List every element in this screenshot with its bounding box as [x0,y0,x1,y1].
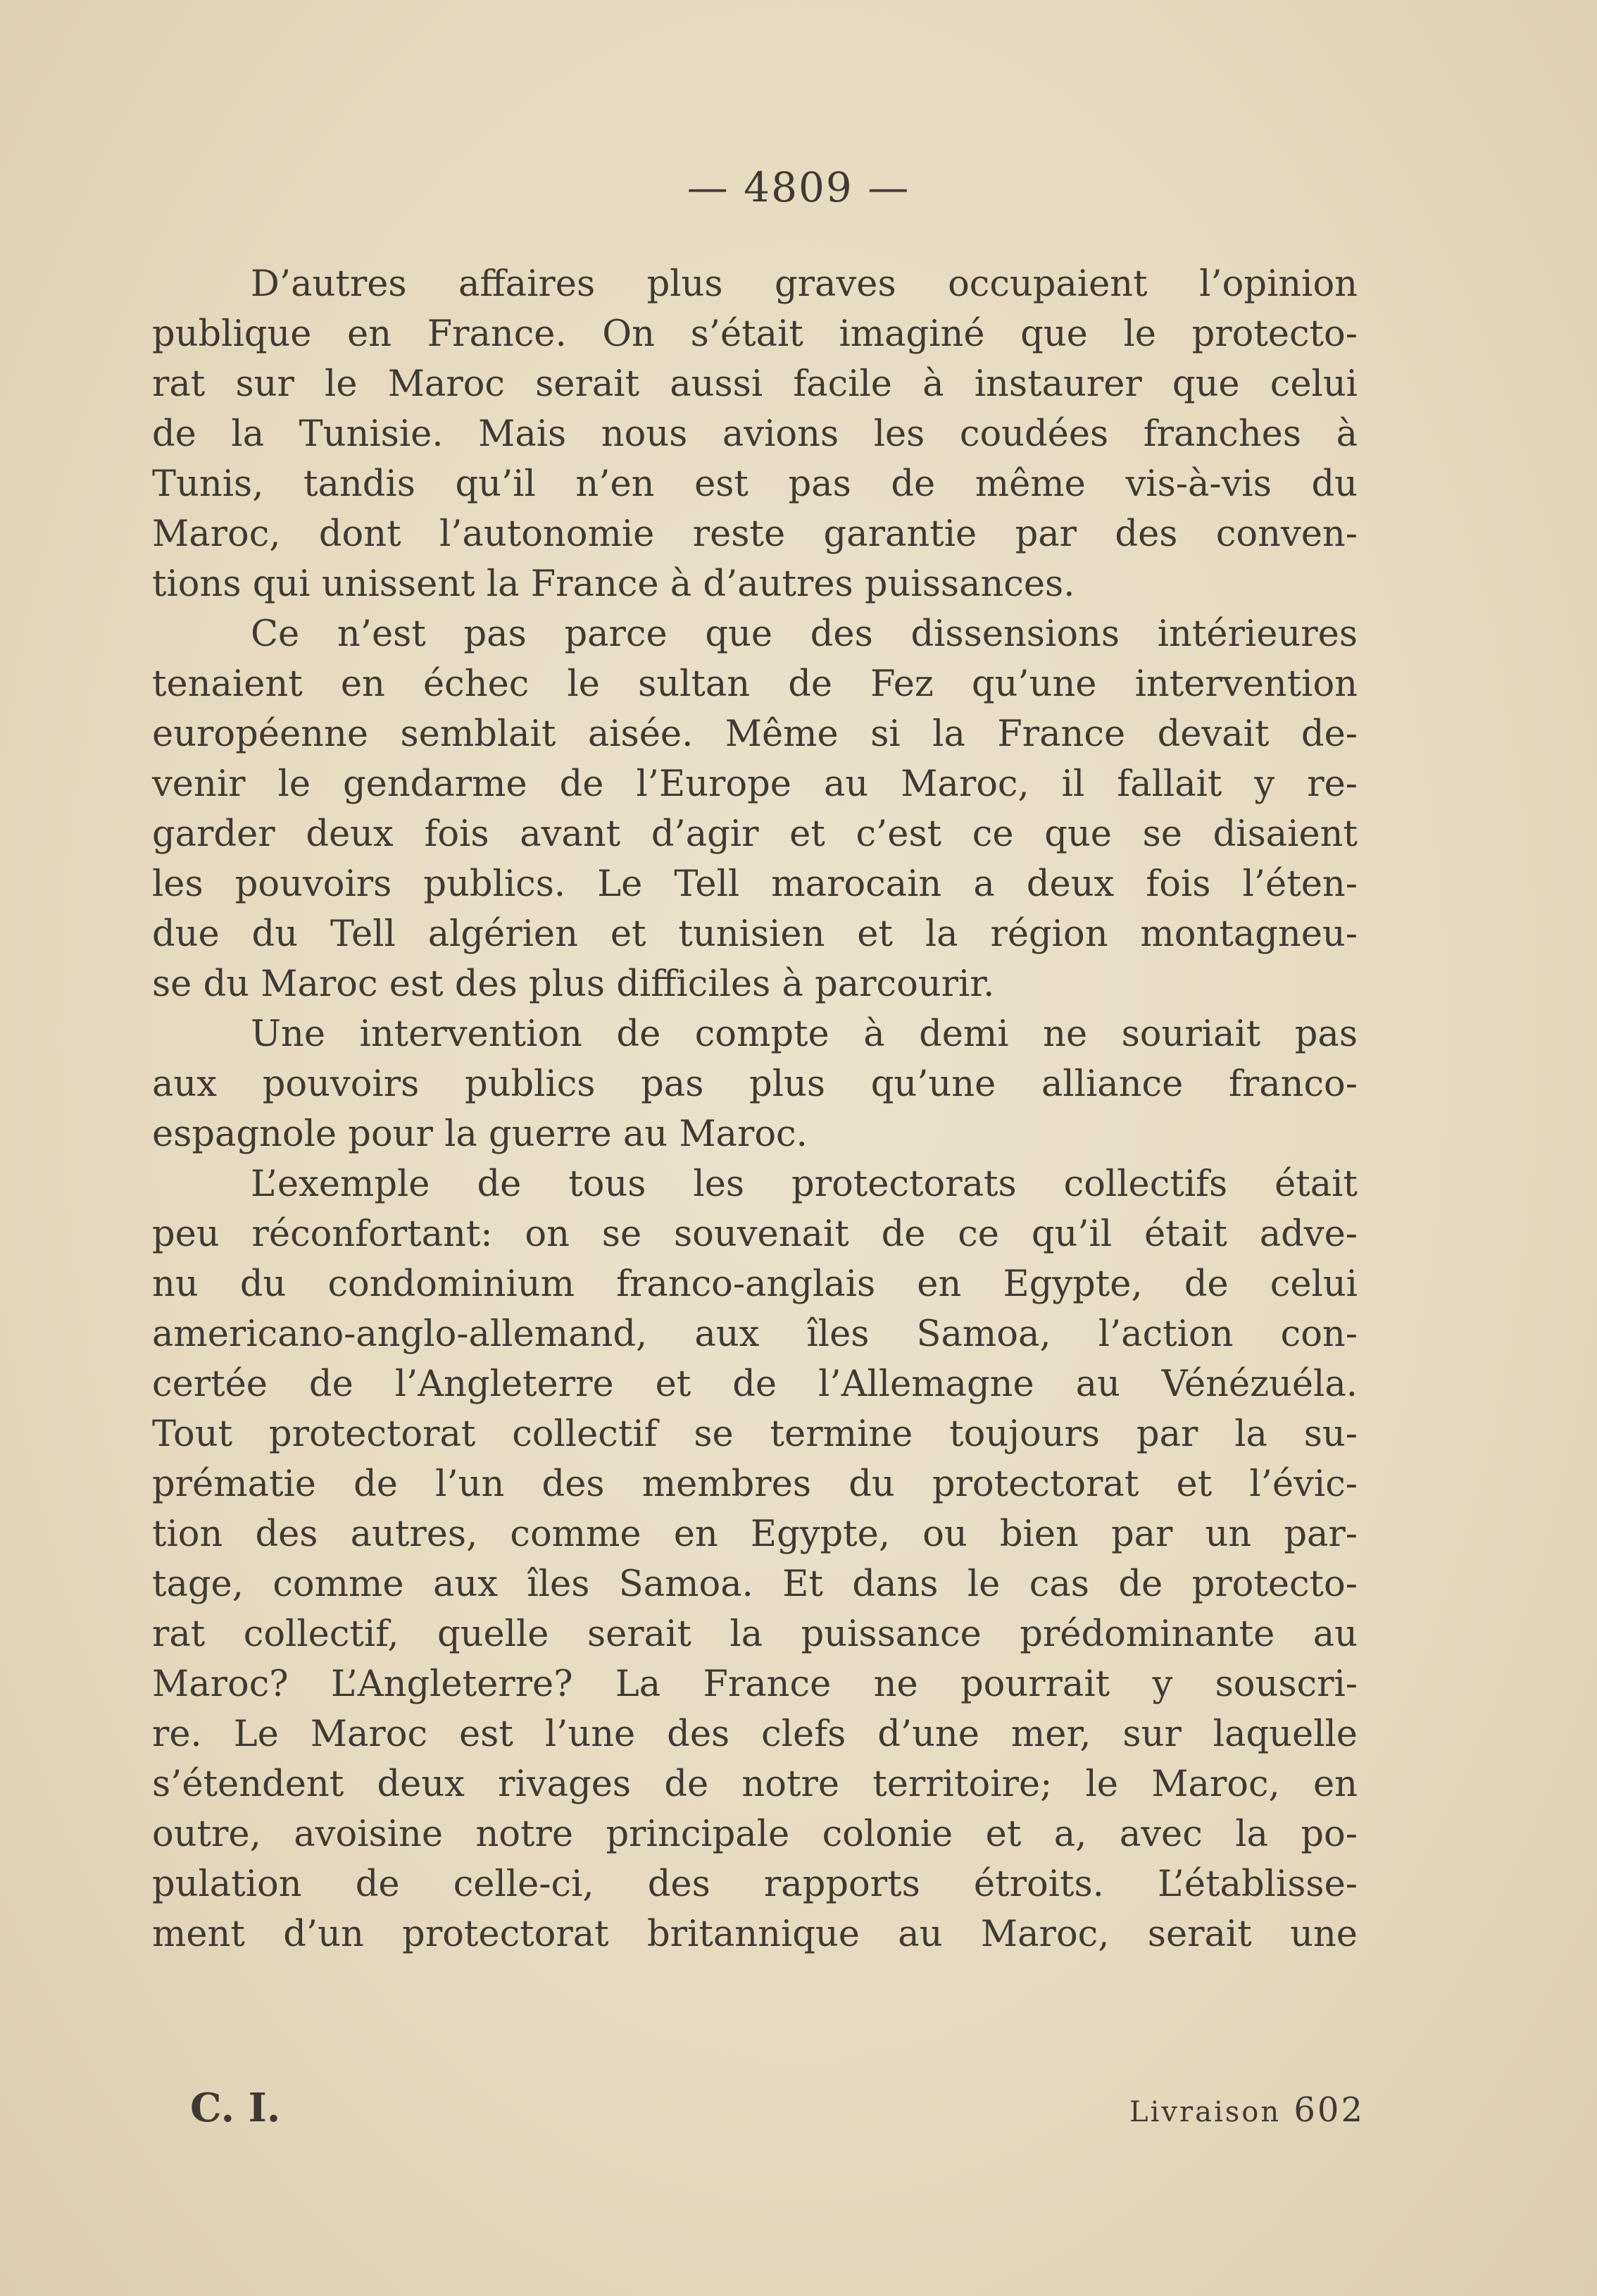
text-line: rat sur le Maroc serait aussi facile à instaurer que celui [152,363,1358,405]
text-line: certée de l’Angleterre et de l’Allemagne au Vénézuéla. [152,1364,1358,1405]
text-line: nu du condominium franco-anglais en Egypte, de celui [152,1264,1358,1305]
text-line: tions qui unissent la France à d’autres puissances. [152,563,1075,605]
text-line: L’exemple de tous les protectorats collectifs était [251,1163,1358,1205]
text-line: s’étendent deux rivages de notre territoire; le Maroc, en [152,1764,1358,1805]
text-line: due du Tell algérien et tunisien et la région montagneu- [152,913,1358,955]
text-line: americano-anglo-allemand, aux îles Samoa, l’action con- [152,1314,1358,1355]
text-line: Tout protectorat collectif se termine toujours par la su- [152,1414,1358,1455]
text-line: outre, avoisine notre principale colonie et a, avec la po- [152,1814,1358,1855]
text-line: espagnole pour la guerre au Maroc. [152,1113,808,1155]
text-line: D’autres affaires plus graves occupaient l’opinion [251,263,1358,305]
text-line: aux pouvoirs publics pas plus qu’une alliance franco- [152,1063,1358,1105]
text-line: rat collectif, quelle serait la puissance prédominante au [152,1614,1358,1655]
text-line: venir le gendarme de l’Europe au Maroc, il fallait y re- [152,763,1358,805]
text-line: se du Maroc est des plus difficiles à parcourir. [152,963,995,1005]
livraison-label: Livraison [1129,2096,1282,2128]
text-line: ment d’un protectorat britannique au Maroc, serait une [152,1914,1358,1955]
text-line: de la Tunisie. Mais nous avions les coudées franches à [152,413,1358,455]
text-line: garder deux fois avant d’agir et c’est ce que se disaient [152,813,1358,855]
text-line: Ce n’est pas parce que des dissensions intérieures [251,613,1358,655]
text-line: Maroc? L’Angleterre? La France ne pourrait y souscri- [152,1664,1358,1705]
text-line: tion des autres, comme en Egypte, ou bien par un par- [152,1514,1358,1555]
livraison-footer [1129,2090,1365,2130]
body-text [152,259,1358,1959]
page-number: — 4809 — [687,163,910,211]
text-line: Maroc, dont l’autonomie reste garantie par des conven- [152,513,1358,555]
text-line: pulation de celle-ci, des rapports étroits. L’établisse- [152,1864,1358,1905]
text-line: prématie de l’un des membres du protectorat et l’évic- [152,1464,1358,1505]
text-line: Tunis, tandis qu’il n’en est pas de même vis-à-vis du [152,463,1358,505]
text-line: les pouvoirs publics. Le Tell marocain a deux fois l’éten- [152,863,1358,905]
livraison-number: 602 [1294,2090,1365,2130]
text-line: publique en France. On s’était imaginé que le protecto- [152,313,1358,355]
text-line: Une intervention de compte à demi ne souriait pas [251,1013,1358,1055]
text-line: tenaient en échec le sultan de Fez qu’une intervention [152,663,1358,705]
text-line: tage, comme aux îles Samoa. Et dans le cas de protecto- [152,1564,1358,1605]
signature-mark: C. I. [190,2085,281,2131]
text-line: européenne semblait aisée. Même si la France devait de- [152,713,1358,755]
text-line: peu réconfortant: on se souvenait de ce qu’il était adve- [152,1213,1358,1255]
text-line: re. Le Maroc est l’une des clefs d’une mer, sur laquelle [152,1714,1358,1755]
